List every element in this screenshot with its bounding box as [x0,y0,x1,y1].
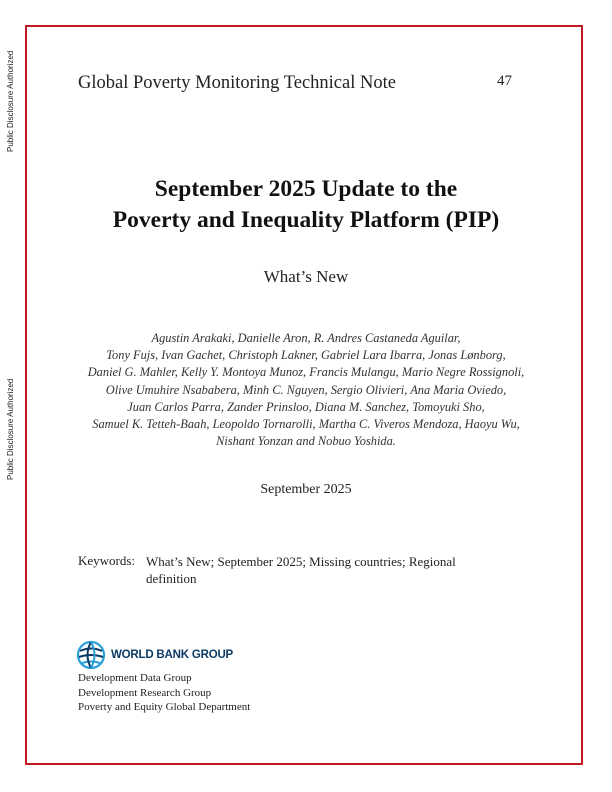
logo-text: WORLD BANK GROUP [111,649,234,661]
author-line: Samuel K. Tetteh-Baah, Leopoldo Tornarolli, Martha C. Viveros Mendoza, Haoyu Wu, [92,417,520,432]
world-bank-logo [76,640,233,670]
author-line: Juan Carlos Parra, Zander Prinsloo, Diana M. Sanchez, Tomoyuki Sho, [127,399,485,414]
title-line-1: September 2025 Update to the [154,176,458,202]
publication-date: September 2025 [260,482,352,497]
world-globe-icon [76,640,106,670]
department-item: Development Data Group [78,672,192,684]
series-title: Global Poverty Monitoring Technical Note [78,73,396,93]
department-item: Poverty and Equity Global Department [78,701,251,713]
author-line: Nishant Yonzan and Nobuo Yoshida. [216,434,396,449]
author-line: Olive Umuhire Nsababera, Minh C. Nguyen, Sergio Olivieri, Ana Maria Oviedo, [105,382,507,397]
department-list [78,671,250,715]
document-title [40,174,572,236]
disclosure-label-top: Public Disclosure Authorized [6,50,15,152]
note-number: 47 [497,73,512,89]
department-item: Development Research Group [78,686,212,699]
author-line: Daniel G. Mahler, Kelly Y. Montoya Munoz, Francis Mulangu, Mario Negre Rossignoli, [87,365,525,380]
author-line: Agustin Arakaki, Danielle Aron, R. Andres Castaneda Aguilar, [151,331,461,345]
title-line-2: Poverty and Inequality Platform (PIP) [112,207,500,233]
disclosure-label-middle: Public Disclosure Authorized [6,378,15,480]
author-list [60,330,552,450]
keywords-label: Keywords: [78,553,136,568]
document-subtitle: What’s New [263,267,349,286]
author-line: Tony Fujs, Ivan Gachet, Christoph Lakner, Gabriel Lara Ibarra, Jonas Lønborg, [106,348,506,363]
keywords-text: What’s New; September 2025; Missing countries; Regional definition [146,554,456,586]
